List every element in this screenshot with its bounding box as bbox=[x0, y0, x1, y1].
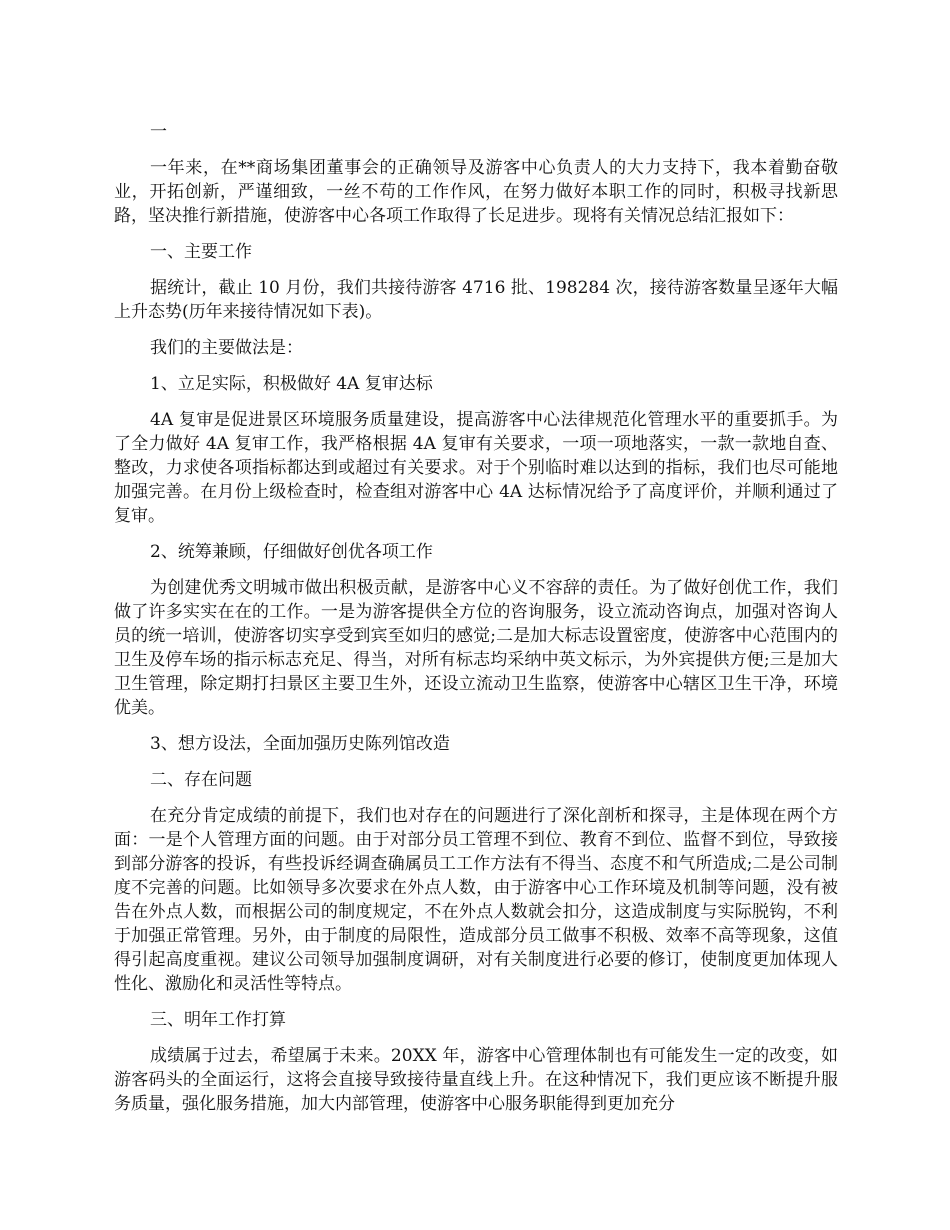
intro-paragraph: 一年来，在**商场集团董事会的正确领导及游客中心负责人的大力支持下，我本着勤奋敬业，开拓创新，严谨细致，一丝不苟的工作作风，在努力做好本职工作的同时，积极寻找新思路，坚决推行新措施，使游客中心各项工作取得了长足进步。现将有关情况总结汇报如下： bbox=[114, 158, 838, 226]
heading-problems: 二、存在问题 bbox=[150, 770, 252, 790]
methods-intro: 我们的主要做法是： bbox=[150, 338, 303, 358]
subheading-museum: 3、想方设法，全面加强历史陈列馆改造 bbox=[150, 734, 450, 754]
paragraph-problems: 在充分肯定成绩的前提下，我们也对存在的问题进行了深化剖析和探寻，主是体现在两个方面：一是个人管理方面的问题。由于对部分员工管理不到位、教育不到位、监督不到位，导致接到部分游客的投诉，有些投诉经调查确属员工工作方法有不得当、态度不和气所造成;二是公司制度不完善的问题。比如领导多次要求在外点人数，由于游客中心工作环境及机制等问题，没有被告在外点人数，而根据公司的制度规定，不在外点人数就会扣分，这造成制度与实际脱钩，不利于加强正常管理。另外，由于制度的局限性，造成部分员工做事不积极、效率不高等现象，这值得引起高度重视。建议公司领导加强制度调研，对有关制度进行必要的修订，使制度更加体现人性化、激励化和灵活性等特点。 bbox=[114, 806, 838, 994]
section-marker: 一 bbox=[150, 122, 167, 142]
statistics-paragraph: 据统计，截止 10 月份，我们共接待游客 4716 批、198284 次，接待游客数量呈逐年大幅上升态势(历年来接待情况如下表)。 bbox=[114, 278, 838, 322]
paragraph-excellence: 为创建优秀文明城市做出积极贡献，是游客中心义不容辞的责任。为了做好创优工作，我们做了许多实实在在的工作。一是为游客提供全方位的咨询服务，设立流动咨询点，加强对咨询人员的统一培训，使游客切实享受到宾至如归的感觉;二是加大标志设置密度，使游客中心范围内的卫生及停车场的指示标志充足、得当，对所有标志均采纳中英文标示，为外宾提供方便;三是加大卫生管理，除定期打扫景区主要卫生外，还设立流动卫生监察，使游客中心辖区卫生干净，环境优美。 bbox=[114, 578, 838, 718]
paragraph-next-year: 成绩属于过去，希望属于未来。20XX 年，游客中心管理体制也有可能发生一定的改变，如游客码头的全面运行，这将会直接导致接待量直线上升。在这种情况下，我们更应该不断提升服务质量，强化服务措施，加大内部管理，使游客中心服务职能得到更加充分 bbox=[114, 1046, 838, 1114]
heading-main-work: 一、主要工作 bbox=[150, 242, 252, 262]
paragraph-4a-review: 4A 复审是促进景区环境服务质量建设，提高游客中心法律规范化管理水平的重要抓手。为了全力做好 4A 复审工作，我严格根据 4A 复审有关要求，一项一项地落实，一款一款地自查、整改，力求使各项指标都达到或超过有关要求。对于个别临时难以达到的指标，我们也尽可能地加强完善。在月份上级检查时，检查组对游客中心 4A 达标情况给予了高度评价，并顺利通过了复审。 bbox=[114, 410, 838, 526]
heading-next-year: 三、明年工作打算 bbox=[150, 1010, 286, 1030]
subheading-4a-review: 1、立足实际，积极做好 4A 复审达标 bbox=[150, 374, 433, 394]
subheading-excellence: 2、统筹兼顾，仔细做好创优各项工作 bbox=[150, 542, 433, 562]
document-page bbox=[114, 120, 838, 1128]
